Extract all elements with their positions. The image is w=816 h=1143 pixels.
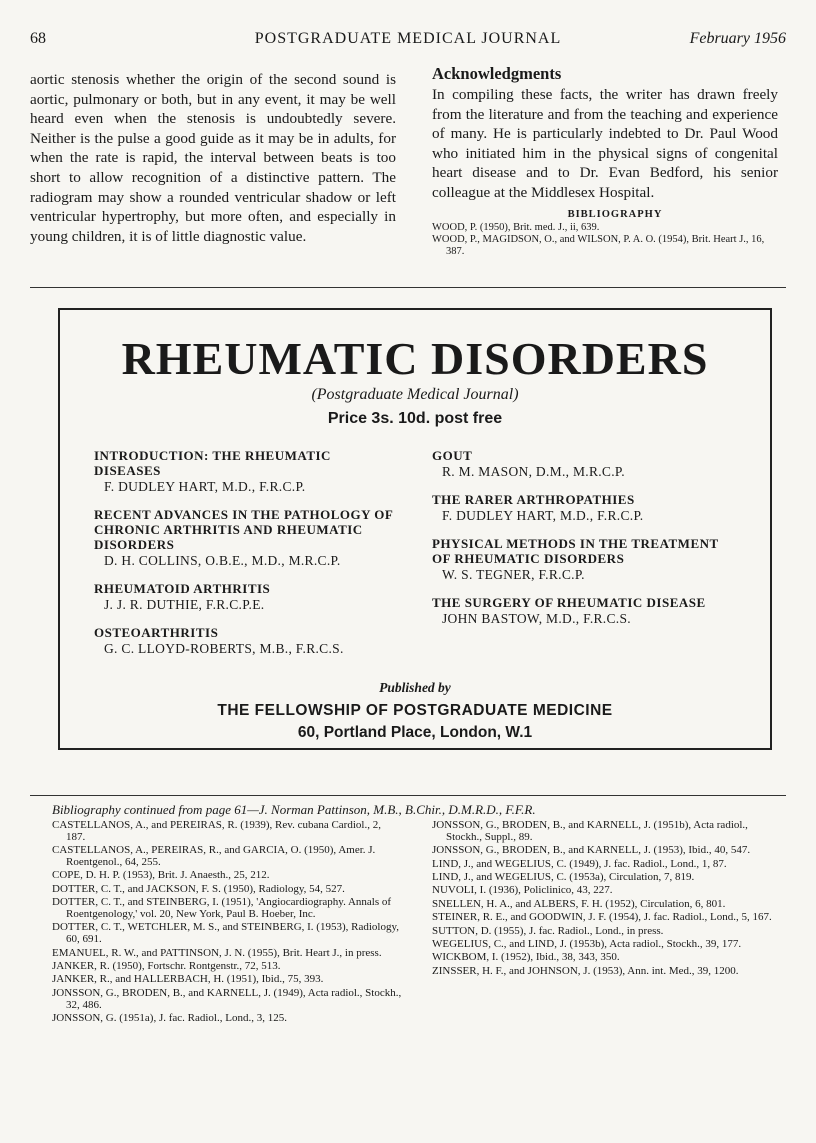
reference: JONSSON, G., BRODEN, B., and KARNELL, J. (1953), Ibid., 40, 547. xyxy=(432,844,751,857)
advert-item-title: RHEUMATOID ARTHRITIS xyxy=(94,581,271,596)
advertisement-box xyxy=(58,308,772,750)
reference: COPE, D. H. P. (1953), Brit. J. Anaesth., 25, 212. xyxy=(52,869,270,882)
reference: JANKER, R., and HALLERBACH, H. (1951), Ibid., 75, 393. xyxy=(52,973,324,986)
acknowledgments-section xyxy=(432,64,778,258)
advert-item-author: JOHN BASTOW, M.D., F.R.C.S. xyxy=(442,611,631,626)
advert-item-title: INTRODUCTION: THE RHEUMATIC DISEASES xyxy=(94,448,331,478)
advert-item-title: PHYSICAL METHODS IN THE TREATMENT OF RHEUMATIC DISORDERS xyxy=(432,536,719,566)
advert-item-author: F. DUDLEY HART, M.D., F.R.C.P. xyxy=(104,479,306,494)
page-number: 68 xyxy=(30,30,46,47)
reference: DOTTER, C. T., WETCHLER, M. S., and STEINBERG, I. (1953), Radiology, 60, 691. xyxy=(52,921,399,946)
advert-item xyxy=(94,448,394,495)
reference: CASTELLANOS, A., and PEREIRAS, R. (1939), Rev. cubana Cardiol., 2, 187. xyxy=(52,819,381,843)
bibliography-right-column xyxy=(432,820,782,979)
advert-item-title: THE RARER ARTHROPATHIES xyxy=(432,492,635,507)
advert-publisher: THE FELLOWSHIP OF POSTGRADUATE MEDICINE xyxy=(217,702,613,719)
bibliography-left-column xyxy=(52,820,402,1026)
advert-item xyxy=(94,625,394,657)
advert-item-author: F. DUDLEY HART, M.D., F.R.C.P. xyxy=(442,508,644,523)
advert-item-author: W. S. TEGNER, F.R.C.P. xyxy=(442,567,585,582)
advert-item-title: OSTEOARTHRITIS xyxy=(94,625,219,640)
reference: WICKBOM, I. (1952), Ibid., 38, 343, 350. xyxy=(432,951,620,964)
advert-price: Price 3s. 10d. post free xyxy=(327,410,503,427)
acknowledgments-heading: Acknowledgments xyxy=(432,64,562,83)
advert-published-by: Published by xyxy=(379,680,451,695)
reference: WOOD, P. (1950), Brit. med. J., ii, 639. xyxy=(432,221,600,233)
advert-item xyxy=(432,595,732,627)
reference: ZINSSER, H. F., and JOHNSON, J. (1953), Ann. int. Med., 39, 1200. xyxy=(432,964,739,977)
reference: WEGELIUS, C., and LIND, J. (1953b), Acta radiol., Stockh., 39, 177. xyxy=(432,937,742,950)
reference: SUTTON, D. (1955), J. fac. Radiol., Lond., in press. xyxy=(432,924,664,937)
advert-item-author: D. H. COLLINS, O.B.E., M.D., M.R.C.P. xyxy=(104,553,341,568)
advert-subtitle: (Postgraduate Medical Journal) xyxy=(311,386,519,403)
reference: SNELLEN, H. A., and ALBERS, F. H. (1952), Circulation, 6, 801. xyxy=(432,897,726,910)
bibliography-continued-heading: Bibliography continued from page 61—J. Norman Pattinson, M.B., B.Chir., D.M.R.D., F.F.R. xyxy=(52,802,536,817)
page-header xyxy=(30,30,786,54)
advert-item-title: GOUT xyxy=(432,448,473,463)
journal-title: POSTGRADUATE MEDICAL JOURNAL xyxy=(254,30,562,47)
issue-date: February 1956 xyxy=(689,30,786,47)
advert-left-column xyxy=(94,448,394,669)
advert-item xyxy=(432,448,732,480)
reference: DOTTER, C. T., and STEINBERG, I. (1951), 'Angiocardiography. Annals of Roentgenology,' vol. 20, New York, Paul B. Hoeber, Inc. xyxy=(52,896,392,920)
advert-item xyxy=(432,536,732,583)
advert-item-author: J. J. R. DUTHIE, F.R.C.P.E. xyxy=(104,597,265,612)
advert-address: 60, Portland Place, London, W.1 xyxy=(297,724,533,741)
bibliography-heading: BIBLIOGRAPHY xyxy=(567,208,663,220)
advert-item-title: THE SURGERY OF RHEUMATIC DISEASE xyxy=(432,595,706,610)
reference: JONSSON, G., BRODEN, B., and KARNELL, J. (1951b), Acta radiol., Stockh., Suppl., 89. xyxy=(432,819,748,843)
reference: STEINER, R. E., and GOODWIN, J. F. (1954), J. fac. Radiol., Lond., 5, 167. xyxy=(432,911,772,924)
reference: WOOD, P., MAGIDSON, O., and WILSON, P. A. O. (1954), Brit. Heart J., 16, 387. xyxy=(432,233,765,257)
advert-item xyxy=(432,492,732,524)
divider xyxy=(30,287,786,288)
reference: DOTTER, C. T., and JACKSON, F. S. (1950), Radiology, 54, 527. xyxy=(52,882,345,895)
left-column-text: aortic stenosis whether the origin of the second sound is aortic, pulmonary or both, but in any event, it may be well heard even when the stenosis is undoubtedly severe. Neither is the pulse a good guide as it may be in adults, for when the rate is rapid, the interval between beats is too short to allow recognition of a distinctive pattern. The radiogram may show a rounded ventricular shadow or left ventricular hypertrophy, but more often, and especially in young children, it is of little diagnostic value. xyxy=(30,71,396,245)
reference: NUVOLI, I. (1936), Policlinico, 43, 227. xyxy=(432,884,613,897)
advert-right-column xyxy=(432,448,732,639)
reference: JONSSON, G. (1951a), J. fac. Radiol., Lond., 3, 125. xyxy=(52,1011,287,1024)
reference: JANKER, R. (1950), Fortschr. Rontgenstr., 72, 513. xyxy=(52,959,281,972)
reference: CASTELLANOS, A., PEREIRAS, R., and GARCIA, O. (1950), Amer. J. Roentgenol., 64, 255. xyxy=(52,844,376,868)
advert-item-author: G. C. LLOYD-ROBERTS, M.B., F.R.C.S. xyxy=(104,641,344,656)
reference: LIND, J., and WEGELIUS, C. (1953a), Circulation, 7, 819. xyxy=(432,870,695,883)
advert-item xyxy=(94,507,394,569)
advert-item-title: RECENT ADVANCES IN THE PATHOLOGY OF CHRONIC ARTHRITIS AND RHEUMATIC DISORDERS xyxy=(94,507,393,552)
acknowledgments-text: In compiling these facts, the writer has drawn freely from the literature and from the teaching and experience of many. He is particularly indebted to Dr. Paul Wood who initiated him in the physical signs of congenital heart disease and to Dr. Evan Bedford, his senior colleague at the Middlesex Hospital. xyxy=(432,86,778,201)
advert-title: RHEUMATIC DISORDERS xyxy=(121,333,709,384)
reference: JONSSON, G., BRODEN, B., and KARNELL, J. (1949), Acta radiol., Stockh., 32, 486. xyxy=(52,986,402,1011)
reference: EMANUEL, R. W., and PATTINSON, J. N. (1955), Brit. Heart J., in press. xyxy=(52,946,382,959)
divider xyxy=(30,795,786,796)
advert-item-author: R. M. MASON, D.M., M.R.C.P. xyxy=(442,464,625,479)
advert-item xyxy=(94,581,394,613)
reference: LIND, J., and WEGELIUS, C. (1949), J. fac. Radiol., Lond., 1, 87. xyxy=(432,857,727,870)
